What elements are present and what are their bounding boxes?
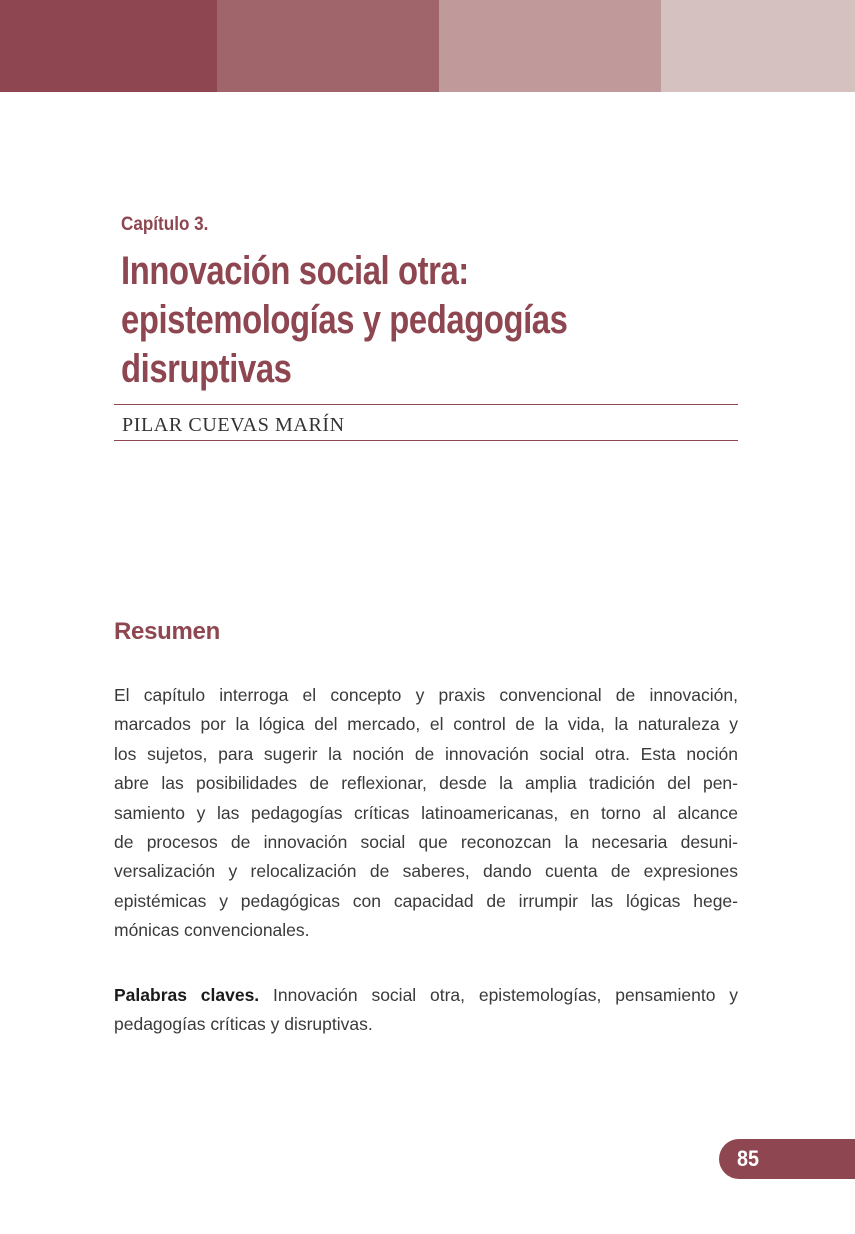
author-rule-top [114, 404, 738, 405]
color-bar-segment-4 [661, 0, 855, 92]
abstract-line: abre las posibilidades de reflexionar, desde la amplia tradición del pen- [114, 773, 738, 794]
abstract-line: El capítulo interroga el concepto y praxis convencional de innovación, [114, 685, 738, 705]
keywords-line [114, 981, 738, 1010]
chapter-title-line: Innovación social otra: [121, 249, 469, 293]
color-bar-segment-2 [217, 0, 439, 92]
abstract-line: marcados por la lógica del mercado, el control de la vida, la naturaleza y [114, 714, 738, 735]
abstract-heading: Resumen [114, 618, 220, 645]
author-name: PILAR CUEVAS MARÍN [122, 414, 345, 436]
chapter-title [121, 247, 741, 394]
chapter-label: Capítulo 3. [121, 214, 209, 235]
author-rule-bottom [114, 440, 738, 441]
abstract-line: epistémicas y pedagógicas con capacidad de irrumpir las lógicas hege- [114, 890, 738, 911]
keywords-line: pedagogías críticas y disruptivas. [114, 1014, 373, 1035]
header-color-bar [0, 0, 855, 92]
abstract-line: samiento y las pedagogías críticas latinoamericanas, en torno al alcance [114, 802, 738, 823]
abstract-line: de procesos de innovación social que reconozcan la necesaria desuni- [114, 832, 738, 853]
keywords-label: Palabras claves. [114, 985, 260, 1005]
abstract-line: versalización y relocalización de saberes, dando cuenta de expresiones [114, 861, 738, 882]
abstract-body [114, 681, 738, 946]
abstract-line: mónicas convencionales. [114, 920, 310, 941]
color-bar-segment-3 [439, 0, 661, 92]
keywords-text: Innovación social otra, epistemologías, pensamiento y [259, 985, 738, 1005]
keywords-paragraph [114, 981, 738, 1040]
color-bar-segment-1 [0, 0, 217, 92]
abstract-line: los sujetos, para sugerir la noción de innovación social otra. Esta noción [114, 743, 738, 764]
page-number: 85 [737, 1146, 760, 1171]
chapter-title-line: epistemologías y pedagogías [121, 298, 568, 342]
chapter-title-line: disruptivas [121, 347, 292, 391]
